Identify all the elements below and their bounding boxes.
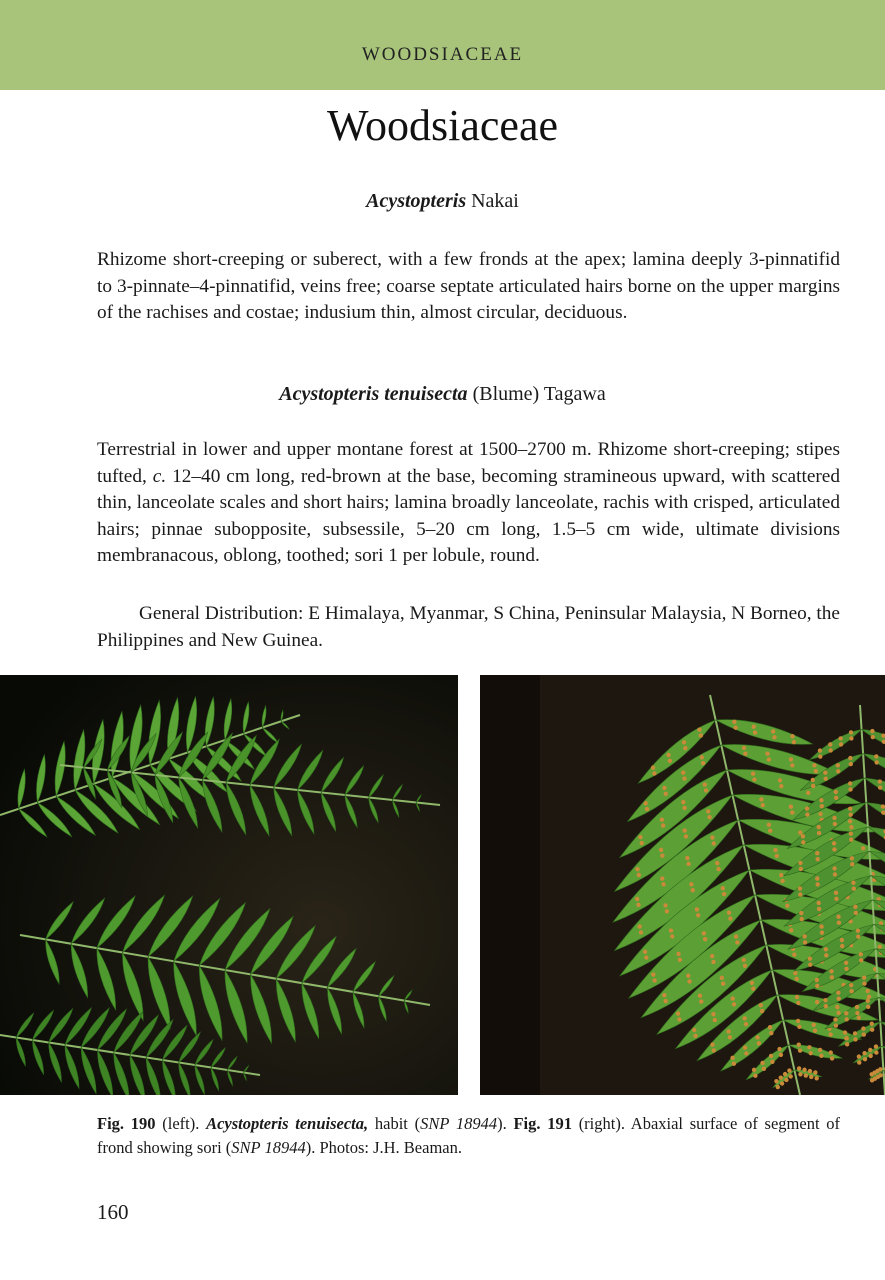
- fig191-specimen: SNP 18944: [231, 1138, 306, 1157]
- species-desc-part2: 12–40 cm long, red-brown at the base, becoming stramineous upward, with scattered thin, lanceolate scales and short hairs; lamina broadly lanceolate, rachis with crisped, articulated hairs; pinnae subopposite, subsessile, 5–20 cm long, 1.5–5 cm wide, ultimate divisions membranacous, oblong, toothed; sori 1 per lobule, round.: [97, 465, 841, 567]
- fig190-text: habit (: [374, 1114, 421, 1133]
- species-name: Acystopteris tenuisecta: [279, 383, 468, 405]
- fig190-species: Acystopteris tenuisecta,: [206, 1114, 369, 1133]
- fern-habit-illustration: [0, 675, 458, 1095]
- running-head: WOODSIACEAE: [361, 44, 524, 65]
- genus-description: Rhizome short-creeping or suberect, with a few fronds at the apex; lamina deeply 3-pinnatifid to 3-pinnate–4-pinnatifid, veins free; coarse septate articulated hairs borne on the upper margins of the rachises and costae; indusium thin, almost circular, deciduous.: [97, 249, 840, 324]
- species-description: [97, 437, 840, 570]
- fig191-text: (right). Abaxial surface of segment of frond showing sori (: [97, 1114, 840, 1157]
- genus-heading: [0, 190, 885, 213]
- frond-sori-photo: [480, 675, 885, 1095]
- page-title: Woodsiaceae: [327, 101, 558, 150]
- species-desc-part1: Terrestrial in lower and upper montane forest at 1500–2700 m. Rhizome short-creeping; stipes tufted,: [97, 439, 840, 487]
- fig190-specimen: SNP 18944: [420, 1114, 498, 1133]
- fig190-label: Fig. 190: [97, 1114, 156, 1133]
- genus-name: Acystopteris: [366, 190, 467, 212]
- species-authority: (Blume) Tagawa: [472, 383, 606, 405]
- page-number: 160: [97, 1200, 129, 1224]
- species-desc-circa: c.: [152, 465, 167, 487]
- species-heading: [0, 383, 885, 406]
- fig191-label: Fig. 191: [513, 1114, 572, 1133]
- frond-sori-illustration: [480, 675, 885, 1095]
- general-distribution: General Distribution: E Himalaya, Myanmar, S China, Peninsular Malaysia, N Borneo, the Philippines and New Guinea.: [97, 603, 840, 651]
- fig190-close: ).: [497, 1114, 507, 1133]
- fig190-pos: (left).: [162, 1114, 200, 1133]
- fern-habit-photo: [0, 675, 458, 1095]
- figure-caption: [97, 1112, 840, 1160]
- genus-authority: Nakai: [471, 190, 519, 212]
- fig191-close: ). Photos: J.H. Beaman.: [305, 1138, 462, 1157]
